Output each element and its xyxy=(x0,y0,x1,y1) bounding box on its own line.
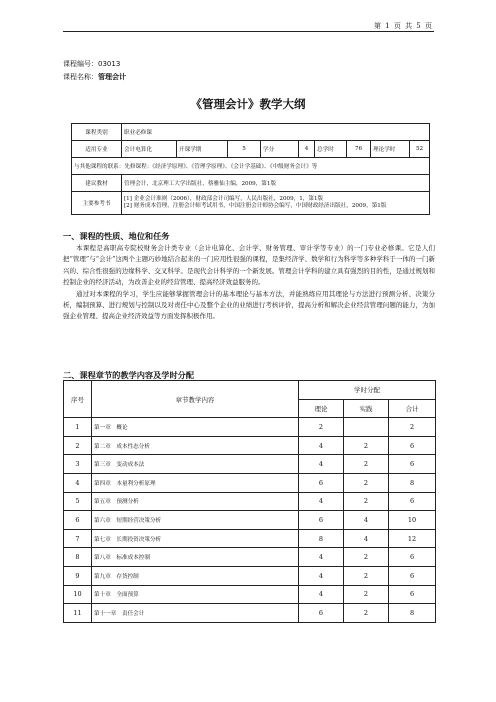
row-theory: 4 xyxy=(299,436,344,455)
row-total: 6 xyxy=(389,492,436,511)
row-content: 第七章 长期投资决策分析 xyxy=(92,529,299,548)
relation-text: 与其他课程的联系：先修课程：《经济学原理》、《管理学原理》、《会计学基础》、《中级财务会计》等 xyxy=(72,158,430,175)
row-seq: 4 xyxy=(64,473,92,492)
semester-label: 开课学期 xyxy=(177,141,228,158)
col-total-header: 合计 xyxy=(389,399,436,418)
row-seq: 5 xyxy=(64,492,92,511)
header-rule xyxy=(63,31,434,32)
row-total: 10 xyxy=(389,511,436,530)
col-hours-header: 学时分配 xyxy=(299,381,436,400)
row-total: 6 xyxy=(389,548,436,567)
row-total: 8 xyxy=(389,604,436,623)
textbook-value: 管理会计，北京理工大学出版社，蔡雅仙主编，2009，第1版 xyxy=(122,175,430,192)
row-total: 8 xyxy=(389,473,436,492)
references-value xyxy=(122,192,430,215)
credits-value: 4 xyxy=(299,141,315,158)
row-practice: 2 xyxy=(344,473,389,492)
row-practice: 2 xyxy=(344,585,389,604)
row-seq: 7 xyxy=(64,529,92,548)
reference-2: [2] 财务成本管理，注册会计师考试用书，中国注册会计师协会编写，中国财政经济出版社，2009，第1版 xyxy=(124,203,387,209)
col-content-header: 章节教学内容 xyxy=(92,381,299,418)
row-content: 第二章 成本性态分析 xyxy=(92,436,299,455)
info-row-category xyxy=(72,124,430,141)
row-theory: 4 xyxy=(299,566,344,585)
row-content: 第六章 短期经营决策分析 xyxy=(92,511,299,530)
textbook-label: 建议教材 xyxy=(72,175,122,192)
semester-value: 5 xyxy=(228,141,261,158)
schedule-body xyxy=(64,418,436,623)
row-seq: 8 xyxy=(64,548,92,567)
major-label: 适用专业 xyxy=(72,141,122,158)
table-row xyxy=(64,511,436,530)
references-label: 主要参考书 xyxy=(72,192,122,215)
row-theory: 6 xyxy=(299,473,344,492)
table-row xyxy=(64,585,436,604)
row-seq: 11 xyxy=(64,604,92,623)
row-seq: 6 xyxy=(64,511,92,530)
theory-hours-label: 理论学时 xyxy=(371,141,410,158)
row-seq: 1 xyxy=(64,418,92,437)
table-row xyxy=(64,529,436,548)
row-seq: 9 xyxy=(64,566,92,585)
row-seq: 2 xyxy=(64,436,92,455)
row-content: 第五章 预测分析 xyxy=(92,492,299,511)
row-total: 6 xyxy=(389,455,436,474)
row-practice: 2 xyxy=(344,604,389,623)
page-number: 第 1 页 共 5 页 xyxy=(373,22,433,30)
row-seq: 3 xyxy=(64,455,92,474)
table-row xyxy=(64,418,436,437)
table-row xyxy=(64,455,436,474)
info-row-relation xyxy=(72,158,430,175)
row-theory: 4 xyxy=(299,492,344,511)
col-theory-header: 理论 xyxy=(299,399,344,418)
course-code-line xyxy=(63,59,120,69)
row-content: 第八章 标准成本控制 xyxy=(92,548,299,567)
major-value: 会计电算化 xyxy=(122,141,177,158)
row-content: 第十一章 责任会计 xyxy=(92,604,299,623)
table-row xyxy=(64,548,436,567)
section-body-nature xyxy=(63,243,435,323)
row-practice: 2 xyxy=(344,455,389,474)
section-heading-nature: 一、课程的性质、地位和任务 xyxy=(63,231,170,241)
row-practice: 2 xyxy=(344,566,389,585)
course-info-table xyxy=(71,123,430,215)
row-theory: 2 xyxy=(299,418,344,437)
course-code-label: 课程编号： xyxy=(63,60,98,68)
row-practice: 2 xyxy=(344,548,389,567)
info-row-major xyxy=(72,141,430,158)
row-theory: 6 xyxy=(299,604,344,623)
course-name-line xyxy=(63,72,126,82)
row-theory: 4 xyxy=(299,455,344,474)
col-practice-header: 实践 xyxy=(344,399,389,418)
row-practice: 4 xyxy=(344,511,389,530)
row-practice xyxy=(344,418,389,437)
paragraph-1: 本课程是高职高专院校财务会计类专业（会计电算化、会计学、财务管理、审计学等专业）的一门专业必修课。它是人们把“管理”与“会计”这两个主题巧妙地结合起来的一门应用性很强的课程，是集经济学、数学和行为科学等多种学科于一体的一门新兴的、综合性很强的边缘科学、交叉科学。是现代会计科学的一个新发展。管理会计学科的建立具有强烈的目的性，是通过规划和控制企业的经济活动，为改善企业的经营管理、提高经济效益服务的。 xyxy=(63,244,435,287)
schedule-table xyxy=(63,380,436,623)
info-row-references xyxy=(72,192,430,215)
table-row xyxy=(64,604,436,623)
table-row xyxy=(64,473,436,492)
row-content: 第三章 变动成本法 xyxy=(92,455,299,474)
row-content: 第一章 概论 xyxy=(92,418,299,437)
category-value: 职业必修课 xyxy=(122,124,430,141)
row-total: 6 xyxy=(389,436,436,455)
row-practice: 2 xyxy=(344,492,389,511)
row-practice: 2 xyxy=(344,436,389,455)
table-row xyxy=(64,492,436,511)
category-label: 课程类别 xyxy=(72,124,122,141)
row-content: 第十章 全面预算 xyxy=(92,585,299,604)
row-theory: 4 xyxy=(299,548,344,567)
document-title: 《管理会计》教学大纲 xyxy=(190,97,306,111)
course-name-value: 管理会计 xyxy=(98,73,126,81)
credits-label: 学分 xyxy=(261,141,299,158)
row-total: 6 xyxy=(389,585,436,604)
row-content: 第九章 存货控制 xyxy=(92,566,299,585)
theory-hours-value: 52 xyxy=(410,141,430,158)
row-total: 6 xyxy=(389,566,436,585)
total-hours-value: 76 xyxy=(347,141,371,158)
row-practice: 4 xyxy=(344,529,389,548)
row-theory: 8 xyxy=(299,529,344,548)
info-row-textbook xyxy=(72,175,430,192)
row-total: 12 xyxy=(389,529,436,548)
row-total: 2 xyxy=(389,418,436,437)
table-row xyxy=(64,436,436,455)
row-theory: 6 xyxy=(299,511,344,530)
col-seq-header: 序号 xyxy=(64,381,92,418)
total-hours-label: 总学时 xyxy=(315,141,347,158)
schedule-header-row-1 xyxy=(64,381,436,400)
reference-1: [1] 企业会计准则（2006），财政部会计司编写，人民出版社，2009，1，第1版 xyxy=(124,196,324,202)
course-code-value: 03013 xyxy=(98,60,121,68)
row-content: 第四章 本量利分析原理 xyxy=(92,473,299,492)
row-seq: 10 xyxy=(64,585,92,604)
paragraph-2: 通过对本课程的学习，学生应能够掌握管理会计的基本理论与基本方法，并能熟练应用其理论与方法进行预测分析、决策分析，编制预算、进行规划与控制以及对责任中心及整个企业的业绩进行考核评价，提高分析和解决企业经营管理问题的能力，为加强企业管理、提高企业经济效益等方面发挥积极作用。 xyxy=(63,289,435,321)
course-name-label: 课程名称： xyxy=(63,73,98,81)
section-heading-schedule: 二、课程章节的教学内容及学时分配 xyxy=(63,370,195,380)
row-theory: 4 xyxy=(299,585,344,604)
table-row xyxy=(64,566,436,585)
